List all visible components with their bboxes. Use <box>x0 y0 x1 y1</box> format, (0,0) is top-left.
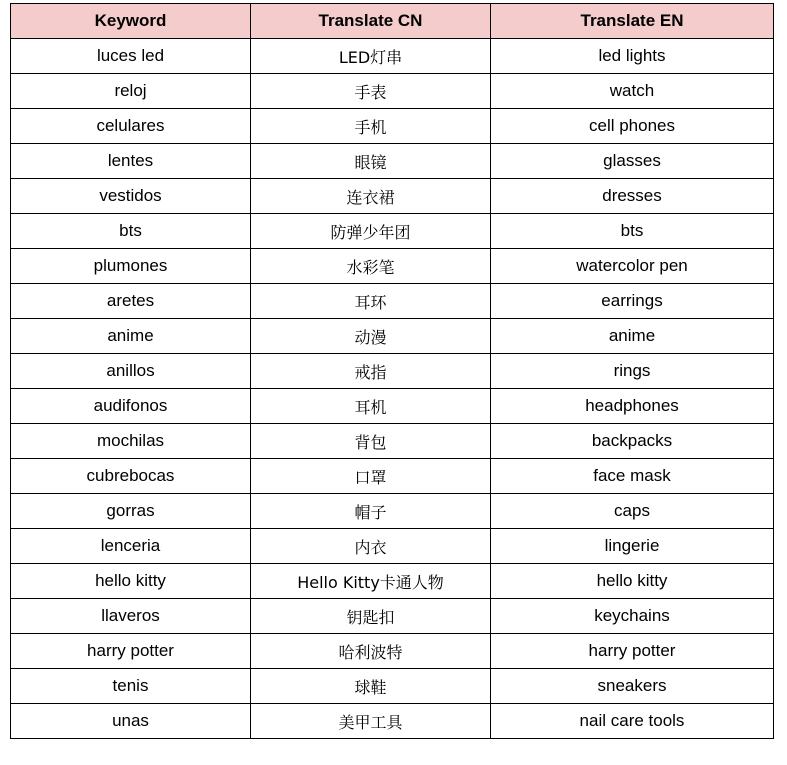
cell-keyword: tenis <box>11 669 251 704</box>
cell-translate-en: rings <box>491 354 774 389</box>
cell-translate-en: keychains <box>491 599 774 634</box>
table-row <box>11 389 774 424</box>
cell-translate-cn: 背包 <box>251 424 491 459</box>
table-row <box>11 39 774 74</box>
cell-translate-cn: 球鞋 <box>251 669 491 704</box>
cell-translate-en: harry potter <box>491 634 774 669</box>
table-header <box>11 4 774 39</box>
cell-translate-cn: 美甲工具 <box>251 704 491 739</box>
cell-keyword: lentes <box>11 144 251 179</box>
table-row <box>11 599 774 634</box>
cell-keyword: reloj <box>11 74 251 109</box>
cell-translate-en: cell phones <box>491 109 774 144</box>
table-row <box>11 529 774 564</box>
table-row <box>11 179 774 214</box>
cell-translate-en: caps <box>491 494 774 529</box>
cell-translate-en: led lights <box>491 39 774 74</box>
cell-translate-cn: 手表 <box>251 74 491 109</box>
cell-keyword: luces led <box>11 39 251 74</box>
cell-translate-en: watercolor pen <box>491 249 774 284</box>
cell-translate-cn: Hello Kitty卡通人物 <box>251 564 491 599</box>
cell-translate-en: dresses <box>491 179 774 214</box>
table-row <box>11 459 774 494</box>
cell-translate-cn: LED灯串 <box>251 39 491 74</box>
keyword-translation-table-container <box>10 3 774 739</box>
cell-translate-en: nail care tools <box>491 704 774 739</box>
table-row <box>11 284 774 319</box>
cell-translate-cn: 钥匙扣 <box>251 599 491 634</box>
cell-translate-en: face mask <box>491 459 774 494</box>
cell-keyword: celulares <box>11 109 251 144</box>
cell-keyword: aretes <box>11 284 251 319</box>
header-translate-en: Translate EN <box>491 4 774 39</box>
keyword-translation-table <box>10 3 774 739</box>
table-row <box>11 564 774 599</box>
header-keyword: Keyword <box>11 4 251 39</box>
cell-keyword: anime <box>11 319 251 354</box>
cell-translate-en: watch <box>491 74 774 109</box>
cell-keyword: anillos <box>11 354 251 389</box>
cell-keyword: llaveros <box>11 599 251 634</box>
cell-translate-cn: 哈利波特 <box>251 634 491 669</box>
cell-translate-cn: 帽子 <box>251 494 491 529</box>
cell-translate-en: sneakers <box>491 669 774 704</box>
cell-keyword: cubrebocas <box>11 459 251 494</box>
cell-keyword: harry potter <box>11 634 251 669</box>
table-row <box>11 214 774 249</box>
cell-keyword: audifonos <box>11 389 251 424</box>
cell-translate-cn: 戒指 <box>251 354 491 389</box>
cell-translate-en: headphones <box>491 389 774 424</box>
cell-translate-en: backpacks <box>491 424 774 459</box>
cell-translate-en: anime <box>491 319 774 354</box>
cell-translate-cn: 耳机 <box>251 389 491 424</box>
cell-keyword: unas <box>11 704 251 739</box>
cell-translate-cn: 手机 <box>251 109 491 144</box>
cell-translate-cn: 连衣裙 <box>251 179 491 214</box>
cell-keyword: bts <box>11 214 251 249</box>
cell-translate-cn: 防弹少年团 <box>251 214 491 249</box>
cell-keyword: vestidos <box>11 179 251 214</box>
cell-keyword: hello kitty <box>11 564 251 599</box>
table-row <box>11 109 774 144</box>
table-row <box>11 144 774 179</box>
cell-keyword: lenceria <box>11 529 251 564</box>
cell-translate-cn: 眼镜 <box>251 144 491 179</box>
cell-translate-en: lingerie <box>491 529 774 564</box>
cell-keyword: gorras <box>11 494 251 529</box>
cell-keyword: plumones <box>11 249 251 284</box>
table-row <box>11 354 774 389</box>
cell-keyword: mochilas <box>11 424 251 459</box>
header-translate-cn: Translate CN <box>251 4 491 39</box>
cell-translate-cn: 动漫 <box>251 319 491 354</box>
table-row <box>11 424 774 459</box>
header-row <box>11 4 774 39</box>
cell-translate-en: glasses <box>491 144 774 179</box>
cell-translate-cn: 水彩笔 <box>251 249 491 284</box>
cell-translate-cn: 耳环 <box>251 284 491 319</box>
table-row <box>11 669 774 704</box>
cell-translate-en: earrings <box>491 284 774 319</box>
table-row <box>11 634 774 669</box>
cell-translate-en: bts <box>491 214 774 249</box>
table-row <box>11 74 774 109</box>
table-row <box>11 249 774 284</box>
cell-translate-cn: 内衣 <box>251 529 491 564</box>
cell-translate-cn: 口罩 <box>251 459 491 494</box>
table-row <box>11 704 774 739</box>
table-row <box>11 494 774 529</box>
table-body <box>11 39 774 739</box>
table-row <box>11 319 774 354</box>
cell-translate-en: hello kitty <box>491 564 774 599</box>
